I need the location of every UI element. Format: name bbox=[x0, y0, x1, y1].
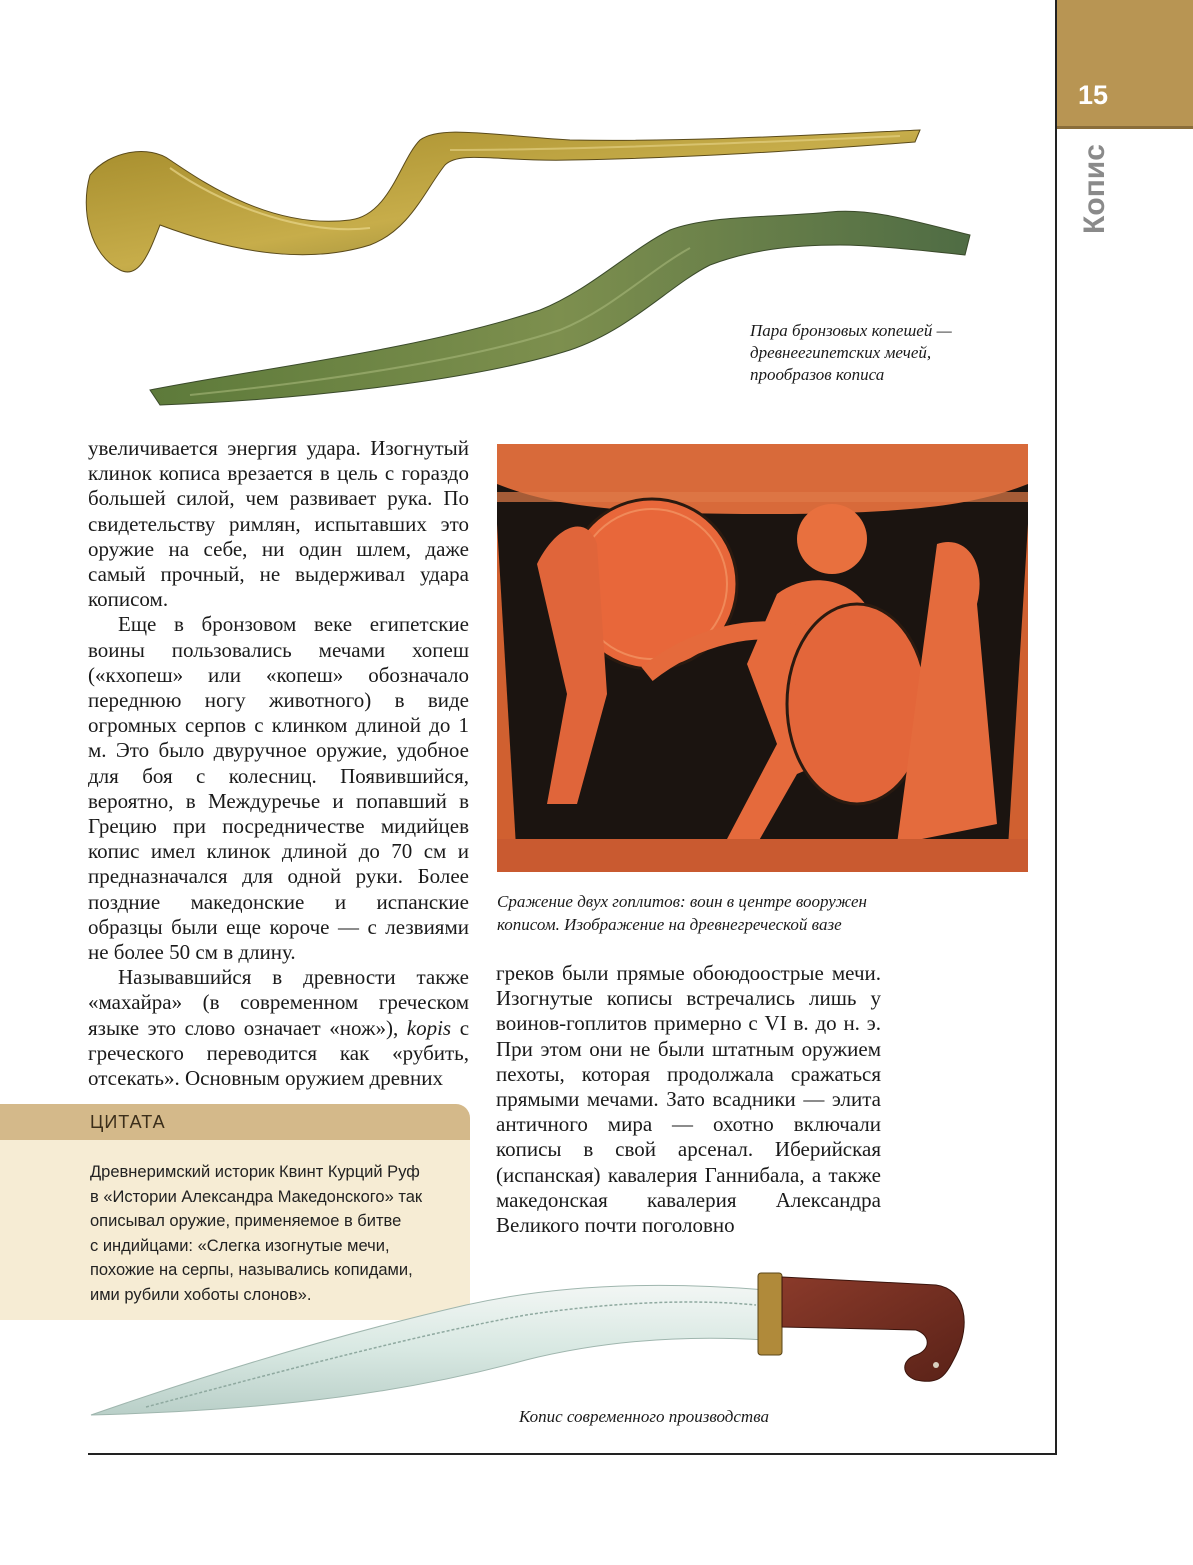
quote-title: ЦИТАТА bbox=[90, 1112, 166, 1132]
body-paragraph bbox=[88, 965, 469, 1091]
body-column-right bbox=[496, 961, 881, 1238]
quote-header bbox=[0, 1104, 470, 1140]
body-paragraph: увеличивается энергия удара. Изогнутый клинок кописа врезается в цель с гораздо большей силой, чем развивает рука. По свидетельству римлян, испытавших это оружие на себе, ни один шлем, даже самый прочный, не выдерживал удара кописом. bbox=[88, 436, 469, 612]
quote-line: похожие на серпы, назывались копидами, bbox=[90, 1261, 413, 1280]
quote-line: описывал оружие, применяемое в битве bbox=[90, 1212, 402, 1231]
body-italic-term: kopis bbox=[406, 1015, 452, 1040]
khopesh-caption-line: прообразов кописа bbox=[750, 365, 885, 384]
quote-line: Древнеримский историк Квинт Курций Руф bbox=[90, 1163, 420, 1181]
vase-caption-line: кописом. Изображение на древнегреческой вазе bbox=[497, 915, 842, 934]
body-paragraph: греков были прямые обоюдоострые мечи. Изогнутые кописы встречались лишь у воинов-гоплитов примерно с VI в. до н. э. При этом они не были штатным оружием пехоты, которая продолжала сражаться прямыми мечами. Зато всадники — элита античного мира — охотно включали кописы в свой арсенал. Иберийская (испанская) кавалерия Ганнибала, а также македонская кавалерия Александра Великого почти поголовно bbox=[496, 961, 881, 1238]
vase-caption-line: Сражение двух гоплитов: воин в центре вооружен bbox=[497, 892, 867, 911]
greek-vase-photo bbox=[497, 444, 1028, 872]
vase-caption bbox=[497, 890, 927, 936]
page-number: 15 bbox=[1078, 80, 1109, 110]
kopis-guard bbox=[758, 1273, 782, 1355]
running-head bbox=[1055, 144, 1135, 234]
running-head-text: Копис bbox=[1078, 144, 1112, 234]
kopis-blade-shape bbox=[91, 1285, 766, 1415]
body-column-left bbox=[88, 436, 469, 1091]
body-paragraph: Еще в бронзовом веке египетские воины пользовались мечами хопеш («кхопеш» или «копеш» обозначало переднюю ногу животного) в виде огромных серпов с клинком длиной до 1 м. Это было двуручное оружие, удобное для боя с колесниц. Появившийся, вероятно, в Междуречье и попавший в Грецию при посредничестве мидийцев копис имел клинок длиной до 70 см и предназначался для одной руки. Более поздние македонские и испанские образцы были еще короче — с лезвиями не более 50 см в длину. bbox=[88, 612, 469, 965]
khopesh-caption bbox=[750, 320, 1030, 386]
quote-line: в «Истории Александра Македонского» так bbox=[90, 1187, 423, 1206]
tab-divider bbox=[1057, 126, 1193, 129]
body-text: Называвшийся в древности также «махайра» (в современном греческом языке это слово означает «нож»), bbox=[88, 965, 469, 1040]
khopesh-caption-line: Пара бронзовых копешей — bbox=[750, 321, 952, 340]
khopesh-caption-line: древнеегипетских мечей, bbox=[750, 343, 932, 362]
modern-kopis-photo bbox=[86, 1265, 976, 1425]
gold-khopesh-shape bbox=[86, 130, 920, 272]
quote-line: ими рубили хоботы слонов». bbox=[90, 1285, 312, 1304]
quote-line: с индийцами: «Слегка изогнутые мечи, bbox=[90, 1236, 390, 1255]
page-frame-bottom bbox=[88, 1453, 1057, 1455]
modern-kopis-caption: Копис современного производства bbox=[519, 1407, 769, 1426]
body-text: с греческого переводится как «рубить, отсекать». Основным оружием древних bbox=[88, 1015, 470, 1091]
